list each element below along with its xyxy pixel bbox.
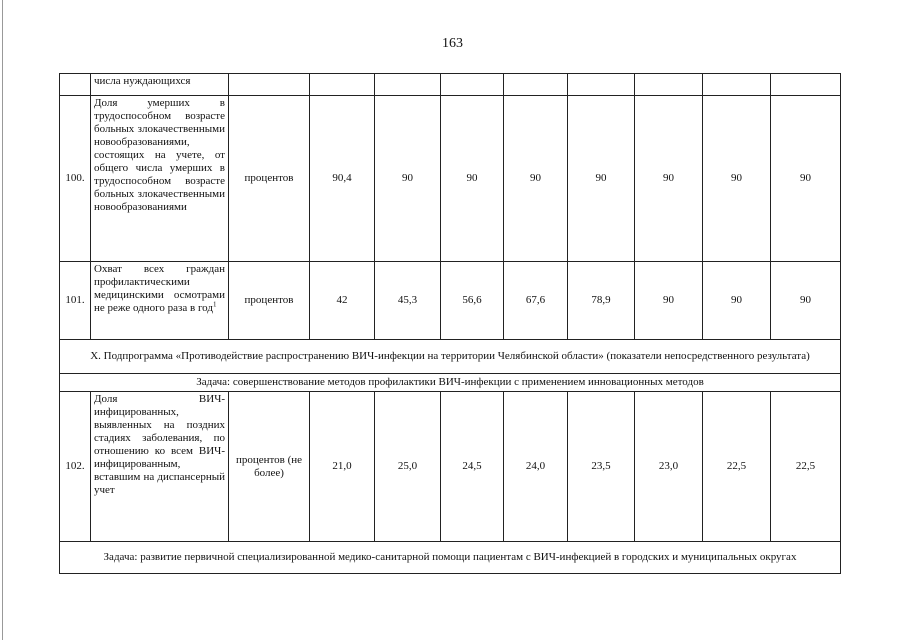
task-heading: Задача: развитие первичной специализированной медико-санитарной помощи пациентам с ВИЧ-инфекцией в городских и муниципальных округах [60,542,841,574]
scan-edge-line [2,0,3,640]
value-cell [375,74,441,96]
indicator-name: Доля умерших в трудоспособном возрасте больных злокачественными новообразованиями, состоящих на учете, от общего числа умерших в трудоспособном возрасте больных злокачественными новообразованиями [91,96,229,262]
unit-cell: процентов [229,96,310,262]
value-cell: 90 [441,96,504,262]
value-cell [441,74,504,96]
indicator-name-text: Охват всех граждан профилактическими медицинскими осмотрами не реже одного раза в год [94,263,225,314]
value-cell: 22,5 [771,392,841,542]
value-cell: 22,5 [703,392,771,542]
value-cell [568,74,635,96]
indicators-table [59,73,841,574]
continuation-row [60,74,841,96]
footnote-mark: 1 [212,300,217,309]
value-cell [310,74,375,96]
value-cell: 90 [771,262,841,340]
value-cell: 90 [703,262,771,340]
value-cell: 90 [375,96,441,262]
value-cell [771,74,841,96]
unit-cell [229,74,310,96]
value-cell: 23,5 [568,392,635,542]
value-cell [504,74,568,96]
task-row [60,374,841,392]
value-cell [635,74,703,96]
table-row [60,96,841,262]
value-cell: 90 [703,96,771,262]
section-heading: X. Подпрограмма «Противодействие распространению ВИЧ-инфекции на территории Челябинской области» (показатели непосредственного результата) [60,340,841,374]
row-number: 100. [60,96,91,262]
indicator-name [91,262,229,340]
value-cell: 78,9 [568,262,635,340]
value-cell: 90 [771,96,841,262]
value-cell [703,74,771,96]
value-cell: 56,6 [441,262,504,340]
row-number: 101. [60,262,91,340]
unit-cell: процентов (не более) [229,392,310,542]
value-cell: 42 [310,262,375,340]
indicator-name: Доля ВИЧ-инфицированных, выявленных на поздних стадиях заболевания, по отношению ко всем ВИЧ-инфицированным, вставшим на диспансерный учет [91,392,229,542]
value-cell: 24,5 [441,392,504,542]
task-heading: Задача: совершенствование методов профилактики ВИЧ-инфекции с применением инновационных методов [60,374,841,392]
page-number: 163 [442,36,463,51]
value-cell: 90 [568,96,635,262]
table-row [60,262,841,340]
row-number [60,74,91,96]
value-cell: 23,0 [635,392,703,542]
value-cell: 45,3 [375,262,441,340]
value-cell: 90 [635,262,703,340]
section-heading-row [60,340,841,374]
table-row [60,392,841,542]
unit-cell: процентов [229,262,310,340]
value-cell: 90 [504,96,568,262]
value-cell: 24,0 [504,392,568,542]
value-cell: 90,4 [310,96,375,262]
value-cell: 67,6 [504,262,568,340]
indicator-name: числа нуждающихся [91,74,229,96]
value-cell: 21,0 [310,392,375,542]
value-cell: 90 [635,96,703,262]
row-number: 102. [60,392,91,542]
value-cell: 25,0 [375,392,441,542]
task-row [60,542,841,574]
